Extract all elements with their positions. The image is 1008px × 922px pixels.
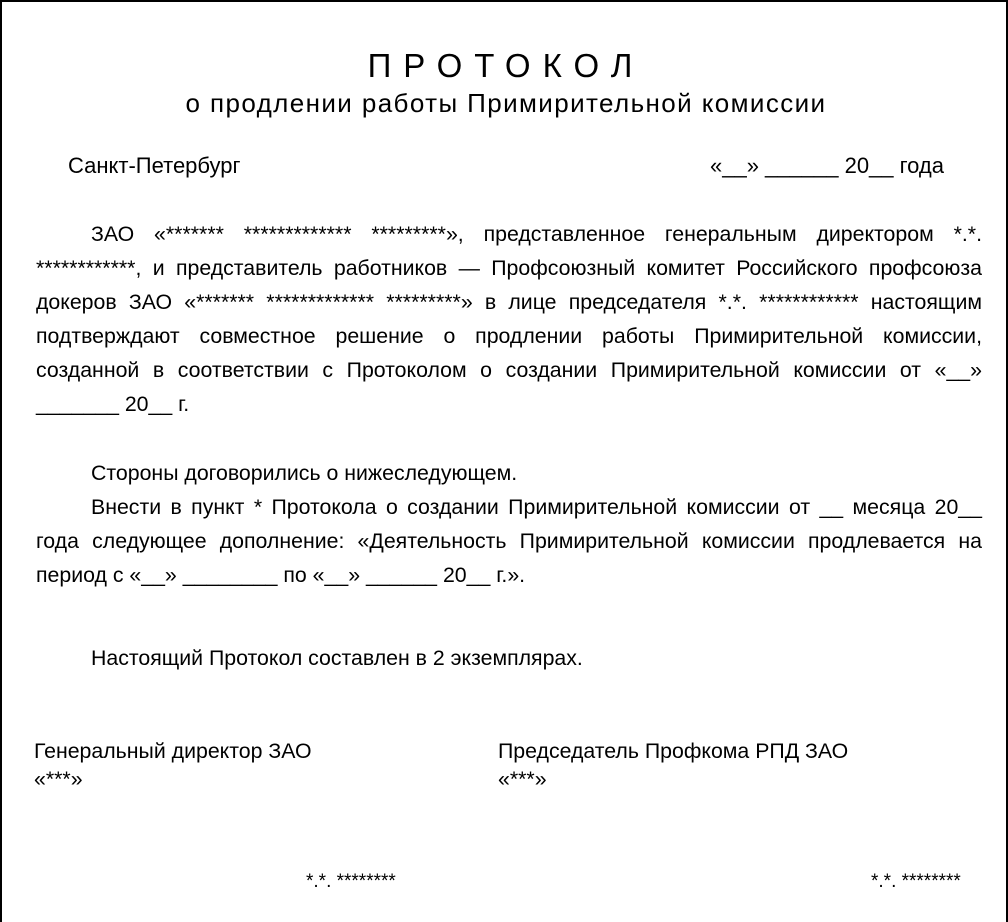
paragraph-copies: Настоящий Протокол составлен в 2 экземплярах. xyxy=(91,646,583,670)
document-title: ПРОТОКОЛ xyxy=(367,47,645,84)
agreement-block xyxy=(36,456,982,592)
paragraph-parties: ЗАО «******* ************* *********», представленное генеральным директором *.*. ************, и представитель работников — Профсоюзный комитет Российского профсоюза докеров ЗАО «******* ************* *********» в лице председателя *.*. ************ настоящим подтверждают совместное решение о продлении работы Примирительной комиссии, созданной в соответствии с Протоколом о создании Примирительной комиссии от «__» _______ 20__ г. xyxy=(36,222,982,416)
signature-right-position: Председатель Профкома РПД ЗАО xyxy=(498,739,849,763)
paragraph-amendment: Внести в пункт * Протокола о создании Примирительной комиссии от __ месяца 20__ года следующее дополнение: «Деятельность Примирительной комиссии продлевается на период с «__» ________ по «__» ______ 20__ г.». xyxy=(36,495,982,587)
signature-left-position: Генеральный директор ЗАО xyxy=(34,739,312,763)
signature-block-left xyxy=(34,737,312,793)
city: Санкт-Петербург xyxy=(68,153,241,178)
copies-block xyxy=(36,641,982,675)
paragraph-agreed: Стороны договорились о нижеследующем. xyxy=(91,461,518,485)
signature-left-org: «***» xyxy=(34,767,83,791)
signature-block-right xyxy=(498,737,848,793)
signature-right-name: *.*. ******** xyxy=(871,871,961,892)
date-line: «__» ______ 20__ года xyxy=(710,153,944,178)
signature-right-org: «***» xyxy=(498,767,547,791)
signature-left-name: *.*. ******** xyxy=(306,871,396,892)
intro-block xyxy=(36,217,982,421)
document-subtitle: о продлении работы Примирительной комиссии xyxy=(185,88,827,118)
